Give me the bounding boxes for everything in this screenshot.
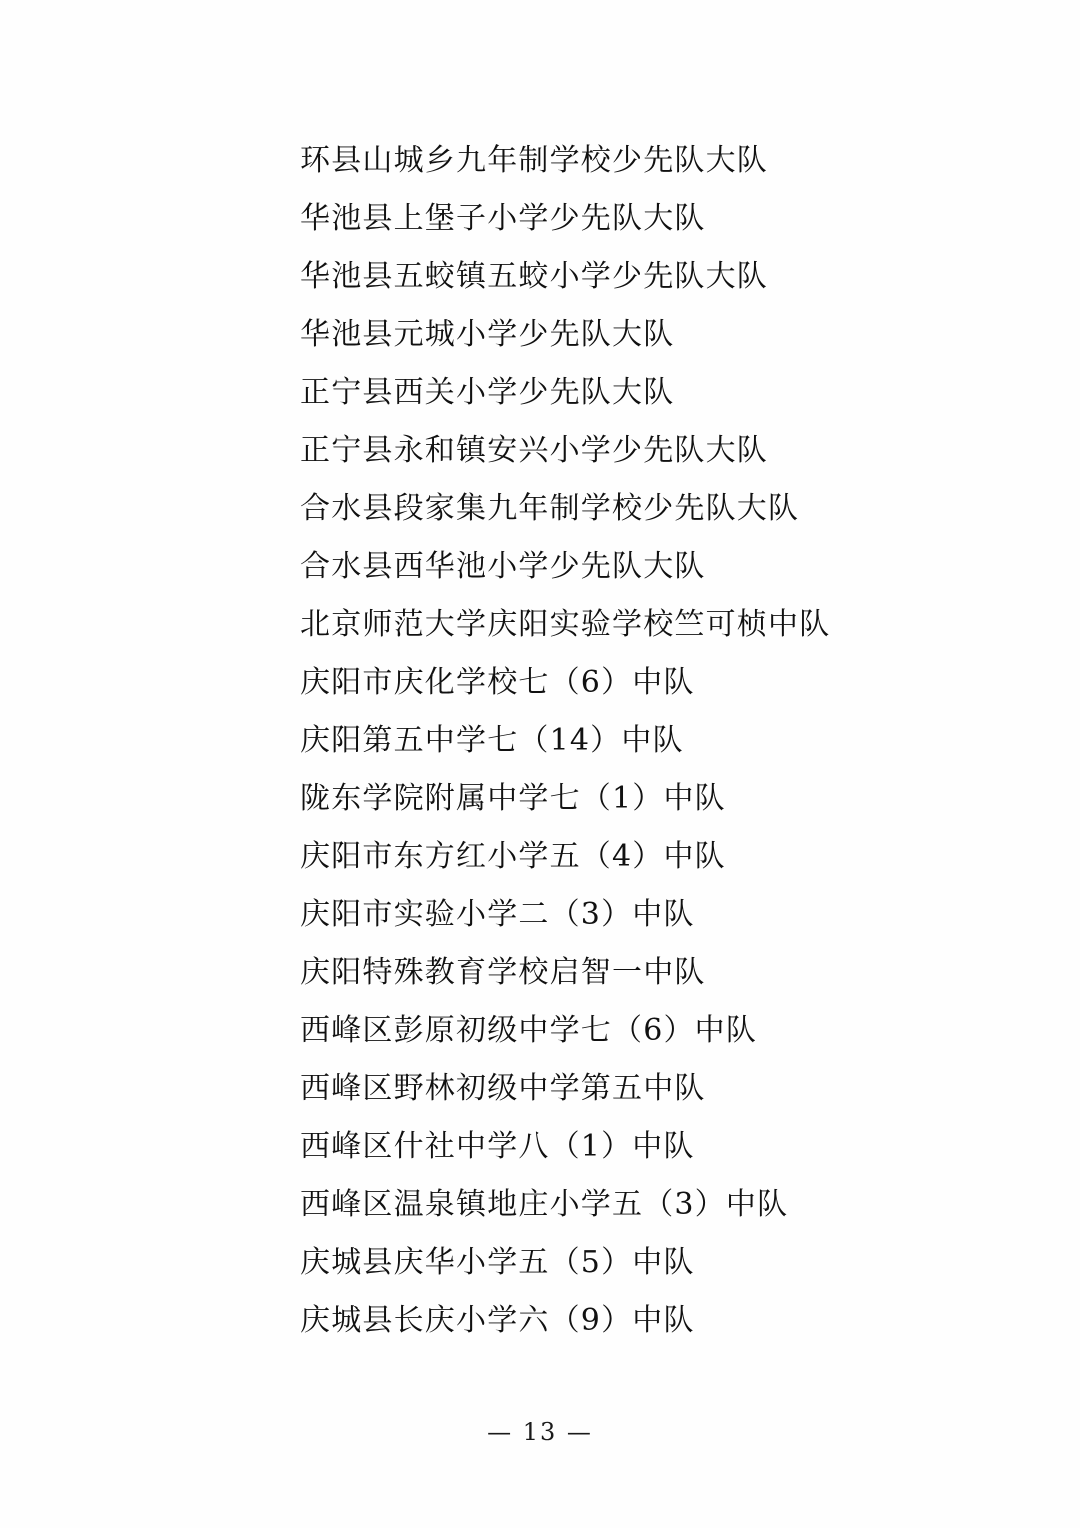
list-item: 华池县元城小学少先队大队 xyxy=(300,317,675,352)
list-item: 华池县上堡子小学少先队大队 xyxy=(300,201,706,236)
list-item: 正宁县西关小学少先队大队 xyxy=(300,375,675,410)
list-item: 庆阳市东方红小学五（4）中队 xyxy=(300,839,726,874)
list-item: 庆阳第五中学七（14）中队 xyxy=(300,723,684,758)
list-item: 北京师范大学庆阳实验学校竺可桢中队 xyxy=(300,607,831,642)
list-item: 陇东学院附属中学七（1）中队 xyxy=(300,781,726,816)
document-body xyxy=(300,132,960,1350)
list-item: 正宁县永和镇安兴小学少先队大队 xyxy=(300,433,768,468)
list-item: 西峰区温泉镇地庄小学五（3）中队 xyxy=(300,1187,789,1222)
page-number: — 13 — xyxy=(487,1418,593,1446)
list-item: 西峰区彭原初级中学七（6）中队 xyxy=(300,1013,758,1048)
list-item: 庆阳市实验小学二（3）中队 xyxy=(300,897,695,932)
list-item: 庆城县庆华小学五（5）中队 xyxy=(300,1245,695,1280)
list-item: 庆城县长庆小学六（9）中队 xyxy=(300,1303,695,1338)
list-item: 西峰区什社中学八（1）中队 xyxy=(300,1129,695,1164)
list-item: 庆阳市庆化学校七（6）中队 xyxy=(300,665,695,700)
list-item: 环县山城乡九年制学校少先队大队 xyxy=(300,143,768,178)
list-item: 西峰区野林初级中学第五中队 xyxy=(300,1071,706,1106)
list-item: 华池县五蛟镇五蛟小学少先队大队 xyxy=(300,259,768,294)
list-item: 庆阳特殊教育学校启智一中队 xyxy=(300,955,706,990)
list-item: 合水县西华池小学少先队大队 xyxy=(300,549,706,584)
list-item: 合水县段家集九年制学校少先队大队 xyxy=(300,491,800,526)
